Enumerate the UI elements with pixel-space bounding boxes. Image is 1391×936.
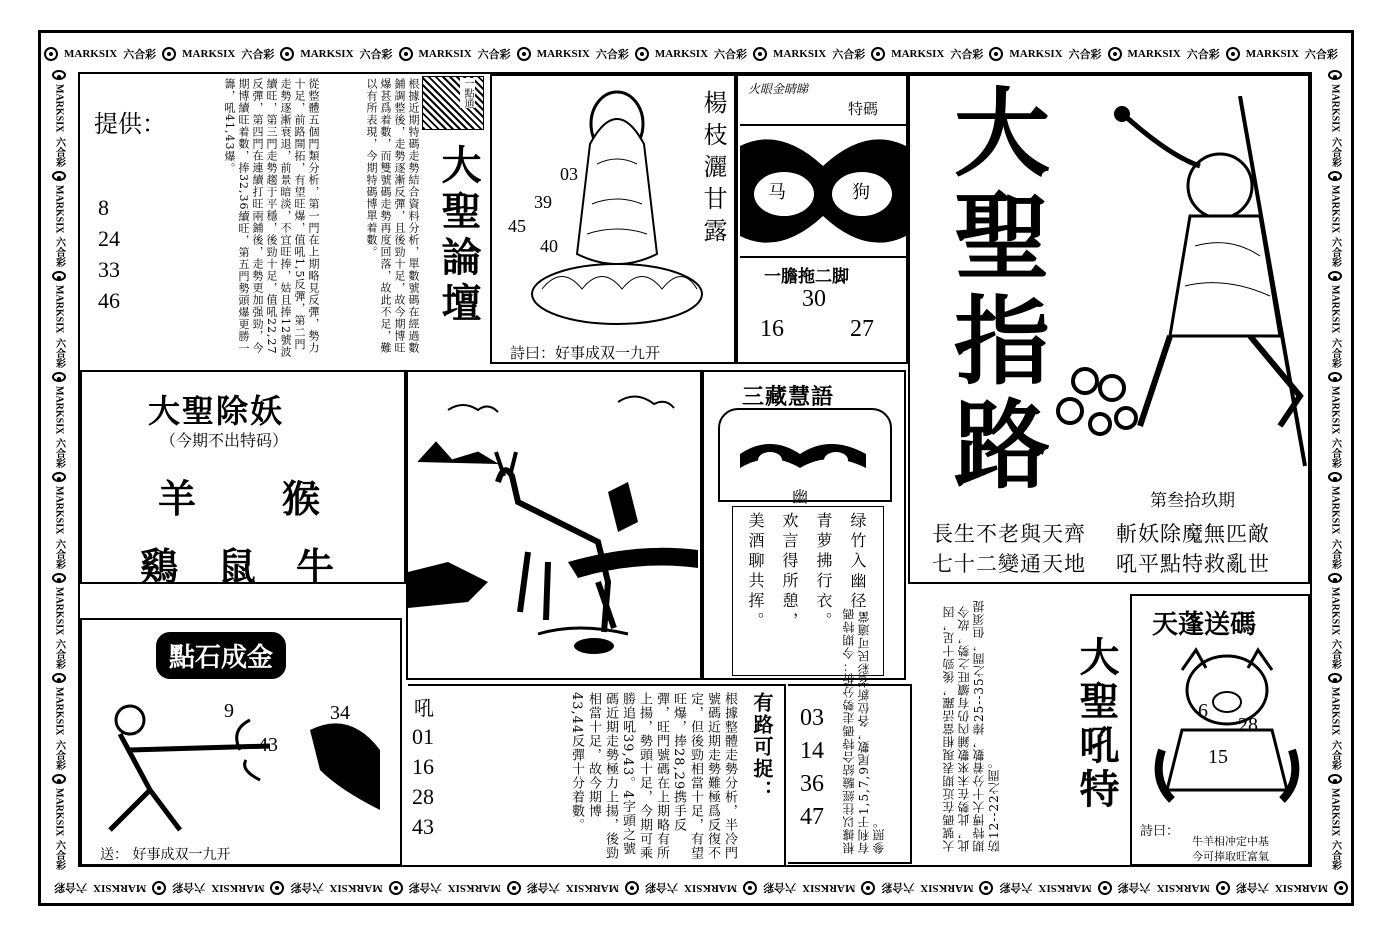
brand-en: MARKSIX [53, 787, 65, 836]
brand-cn: 六合彩 [408, 881, 442, 893]
flower-icon [162, 47, 176, 61]
brand-en: MARKSIX [1245, 48, 1299, 60]
brand-cn: 六合彩 [53, 237, 65, 267]
flower-icon [1334, 881, 1348, 895]
brand-cn: 六合彩 [53, 840, 65, 870]
brand-en: MARKSIX [1274, 882, 1328, 894]
houte-paragraph: 根據以往經驗結合特碼走勢分析：今期特碼有利于1,5,7,9尾數，各位新老彩民可適當參照。 [842, 607, 886, 854]
brand-en: MARKSIX [53, 586, 65, 635]
dianshi-number: 16 [356, 740, 376, 762]
tianpeng-poem-label: 詩曰： [1140, 824, 1180, 839]
houte-title: 大聖吼特 [1073, 636, 1119, 812]
luntan-title: 大聖論壇 [435, 144, 481, 328]
brand-cn: 六合彩 [526, 881, 560, 893]
brand-cn: 六合彩 [950, 49, 984, 61]
tifeng-label: 提供： [94, 110, 166, 138]
flower-icon [52, 573, 66, 583]
main-title-char: 指 [954, 286, 1050, 398]
brand-cn: 六合彩 [1304, 49, 1338, 61]
sanzang-title: 三藏慧語 [742, 384, 835, 410]
guanyin-number: 03 [560, 164, 578, 184]
brand-en: MARKSIX [418, 48, 472, 60]
flower-icon [1328, 573, 1342, 583]
brand-en: MARKSIX [1329, 184, 1341, 233]
chuyao-zodiac: 鷄 [140, 545, 179, 589]
flower-icon [753, 47, 767, 61]
guanyin-title: 楊枝灑甘露 [699, 90, 727, 250]
sanzang-badge: 幽 [792, 487, 809, 506]
brand-en: MARKSIX [683, 882, 738, 894]
brand-en: MARKSIX [53, 184, 65, 233]
hou-number: 01 [412, 724, 434, 749]
flower-icon [52, 271, 66, 281]
brand-cn: 六合彩 [477, 49, 511, 61]
chuyao-title: 大聖除妖 [148, 392, 285, 430]
flower-icon [270, 881, 284, 895]
flower-icon [399, 47, 413, 61]
huoyan-zodiac-right: 狗 [852, 182, 870, 203]
main-title-panel [908, 74, 1310, 584]
brand-cn: 六合彩 [53, 337, 65, 368]
brand-cn: 六合彩 [53, 538, 65, 569]
brand-en: MARKSIX [53, 687, 65, 736]
chuyao-panel [80, 370, 406, 589]
chuyao-subtitle: （今期不出特码） [160, 431, 289, 450]
brand-cn: 六合彩 [1329, 337, 1341, 368]
brand-en: MARKSIX [1009, 48, 1063, 60]
tianpeng-poem-line: 今可捧取旺富氣 [1192, 850, 1269, 863]
houte-number: 03 [800, 705, 824, 731]
huoyan-number-top: 30 [802, 286, 826, 312]
brand-cn: 六合彩 [53, 739, 65, 770]
flower-icon [989, 47, 1003, 61]
flower-icon [1216, 881, 1230, 895]
border-bottom [44, 868, 1348, 908]
brand-cn: 六合彩 [123, 49, 157, 61]
brand-en: MARKSIX [53, 486, 65, 535]
border-top [44, 34, 1348, 74]
flower-icon [52, 472, 66, 482]
hou-number: 16 [412, 754, 434, 779]
brand-en: MARKSIX [565, 882, 619, 894]
flower-icon [52, 171, 66, 181]
dianshi-footer: 送： 好事成双一九开 [100, 847, 231, 863]
brand-en: MARKSIX [1329, 385, 1341, 434]
youlu-paragraph: 根據整體走勢分析，半冷門號碼近期走勢難極爲反復不定，但後勁相當十足，有望旺爆，捧28,29携手反彈，旺門號碼在上期略有所上揚，勢頭十足，今期可乘勝追吼39,43。4字頭之號碼近期走勢極力上揚，後勁相當十足，故今期博43,44反彈十分着數。 [569, 692, 737, 860]
brand-cn: 六合彩 [172, 881, 206, 893]
flower-icon [52, 673, 66, 683]
brand-en: MARKSIX [1156, 882, 1210, 894]
brand-en: MARKSIX [93, 882, 147, 894]
brand-cn: 六合彩 [1329, 438, 1341, 468]
brand-en: MARKSIX [329, 882, 383, 894]
flower-icon [44, 47, 58, 61]
brand-cn: 六合彩 [1235, 881, 1269, 893]
brand-cn: 六合彩 [714, 49, 748, 61]
brand-en: MARKSIX [53, 385, 65, 434]
youlu-title: 有路可捉： [750, 692, 774, 802]
hou-number: 28 [412, 784, 434, 809]
couplet: 斬妖除魔無匹敵 [1116, 522, 1270, 546]
flower-icon [152, 881, 166, 895]
tifeng-numbers [98, 192, 120, 316]
brand-cn: 六合彩 [1117, 881, 1151, 893]
monkey-king-illustration [1110, 96, 1310, 476]
houte-number: 47 [800, 804, 824, 830]
flower-icon [517, 47, 531, 61]
brand-cn: 六合彩 [241, 49, 275, 61]
brand-en: MARKSIX [182, 48, 236, 60]
chuyao-zodiac: 羊 [158, 477, 197, 521]
brand-cn: 六合彩 [1329, 136, 1341, 167]
brand-cn: 六合彩 [53, 639, 65, 669]
flower-icon [280, 47, 294, 61]
flower-icon [635, 47, 649, 61]
flower-icon [743, 881, 757, 895]
hou-numbers [412, 722, 434, 842]
luntan-paragraph-2: 從整體五個門類分析，第一門在上期略見反彈，勢力十足，前路開拓，有望旺爆，值吼1,5反彈，第二門走勢逐漸衰退，前景暗淡，不宜旺捧，姑且捧12號波續旺，第三門走勢趨于平穩，後勁十足，值吼22,27反彈，第四門在連續打旺兩鋪後，走勢更加强勁，今期博續旺着數，捧32,36續旺，第五門勢頭爆更勝一籌，吼41,43爆。 [223, 78, 320, 358]
tifeng-number: 24 [98, 226, 120, 251]
flower-icon [52, 372, 66, 382]
brand-en: MARKSIX [891, 48, 945, 60]
brand-cn: 六合彩 [999, 881, 1033, 893]
houte-numbers [800, 702, 824, 834]
sanzang-poem-line: 绿竹入幽径， [848, 512, 867, 632]
flower-icon [1328, 171, 1342, 181]
tifeng-number: 46 [98, 288, 120, 313]
flower-icon [1328, 372, 1342, 382]
deer-landscape-illustration [408, 372, 700, 678]
luntan-badge-text: 一點通 [462, 78, 473, 108]
huoyan-panel [736, 74, 908, 364]
houte-panel [786, 584, 1130, 866]
brand-cn: 六合彩 [1068, 49, 1102, 61]
dianshi-panel [80, 618, 402, 866]
flower-icon [52, 774, 66, 784]
brand-en: MARKSIX [1329, 586, 1341, 635]
eyes-mask-illustration [740, 126, 906, 256]
brand-cn: 六合彩 [1329, 639, 1341, 669]
deer-panel [406, 370, 702, 680]
flower-icon [1328, 472, 1342, 482]
huoyan-caption: 一膽拖二脚 [764, 267, 849, 287]
flower-icon [861, 881, 875, 895]
flower-icon [1328, 673, 1342, 683]
huoyan-header: 火眼金睛睇 [748, 82, 809, 96]
tianpeng-poem [1192, 834, 1269, 864]
tifeng-number: 8 [98, 195, 109, 220]
huoyan-number-left: 16 [760, 316, 784, 342]
huoyan-zodiac-left: 马 [768, 182, 786, 203]
flower-icon [1226, 47, 1240, 61]
houte-number: 36 [800, 771, 824, 797]
dianshi-number: 9 [224, 700, 234, 722]
guanyin-panel [490, 74, 736, 364]
brand-cn: 六合彩 [1329, 538, 1341, 569]
brand-cn: 六合彩 [1329, 237, 1341, 267]
guanyin-number: 45 [508, 216, 526, 236]
brand-cn: 六合彩 [1186, 49, 1220, 61]
guanyin-number: 39 [534, 192, 552, 212]
youlu-panel [456, 684, 786, 866]
brand-cn: 六合彩 [290, 881, 324, 893]
brand-cn: 六合彩 [1329, 739, 1341, 770]
tianpeng-number: 15 [1208, 746, 1228, 768]
brand-en: MARKSIX [1329, 285, 1341, 334]
sanzang-poem-line: 欢言得所憩， [780, 512, 799, 632]
couplet: 吼平點特救亂世 [1116, 552, 1270, 576]
couplet: 七十二變通天地 [932, 552, 1086, 576]
tianpeng-number: 28 [1238, 714, 1258, 736]
luntan-title-panel [414, 74, 490, 364]
brand-cn: 六合彩 [359, 49, 393, 61]
flower-icon [625, 881, 639, 895]
brand-cn: 六合彩 [1329, 840, 1341, 870]
brand-cn: 六合彩 [763, 881, 797, 893]
houte-paragraph-2: 大號碼在近期表現相當活躍，後勁十足，因此，此勢在未來數鋪內仍有續旺之勢，故今期特博大十分着數，捧25--35之間，但須提防12--22之間。 [942, 599, 1001, 852]
couplet: 長生不老與天齊 [932, 522, 1086, 546]
flower-icon [871, 47, 885, 61]
flower-icon [1328, 774, 1342, 784]
flower-icon [507, 881, 521, 895]
brand-en: MARKSIX [1127, 48, 1181, 60]
dianshi-number: 34 [330, 702, 350, 724]
flower-icon [1098, 881, 1112, 895]
luntan-paragraph-1: 根據近期特碼走勢結合資料分析，單數號碼在經過數鋪調整後，走勢逐漸反彈，且後勁十足，故今期博旺爆甚爲着數，而雙號碼走勢再度回落，故此不足，難以有所表現，今期特碼博單着數。 [365, 78, 420, 354]
brand-en: MARKSIX [773, 48, 827, 60]
chuyao-zodiac: 猴 [282, 477, 321, 521]
chuyao-zodiac: 鼠 [218, 545, 257, 589]
hou-label: 吼 [414, 696, 434, 720]
flower-icon [52, 70, 66, 80]
tianpeng-number: 6 [1198, 700, 1208, 722]
period-label: 第叁拾玖期 [1150, 491, 1235, 511]
hou-number: 43 [412, 814, 434, 839]
guanyin-number: 40 [540, 236, 558, 256]
main-title-char: 路 [954, 390, 1050, 502]
flower-icon [1328, 271, 1342, 281]
border-right [1318, 70, 1352, 870]
border-left [42, 70, 76, 870]
tianpeng-title: 天蓬送碼 [1152, 610, 1257, 640]
brand-en: MARKSIX [53, 84, 65, 133]
chuyao-zodiac: 牛 [296, 545, 335, 589]
sanzang-poem-line: 美酒聊共挥。 [746, 512, 765, 632]
houte-number: 14 [800, 738, 824, 764]
brand-cn: 六合彩 [53, 438, 65, 468]
huoyan-subheader: 特碼 [848, 100, 879, 118]
huoyan-number-right: 27 [850, 316, 874, 342]
brand-en: MARKSIX [64, 48, 118, 60]
brand-en: MARKSIX [1329, 787, 1341, 836]
brand-en: MARKSIX [1329, 84, 1341, 133]
brand-en: MARKSIX [1038, 882, 1092, 894]
flower-icon [1108, 47, 1122, 61]
brand-cn: 六合彩 [881, 881, 915, 893]
brand-en: MARKSIX [654, 48, 709, 60]
dianshi-title: 點石成金 [156, 632, 286, 679]
brand-en: MARKSIX [536, 48, 590, 60]
brand-cn: 六合彩 [644, 881, 678, 893]
brand-en: MARKSIX [920, 882, 974, 894]
brand-en: MARKSIX [53, 285, 65, 334]
dianshi-number: 43 [258, 734, 278, 756]
flower-icon [389, 881, 403, 895]
tifeng-number: 33 [98, 257, 120, 282]
main-title-char: 大 [954, 78, 1050, 190]
brand-en: MARKSIX [1329, 486, 1341, 535]
huoyan-mask [740, 124, 906, 258]
brand-cn: 六合彩 [832, 49, 866, 61]
brand-en: MARKSIX [211, 882, 265, 894]
main-title-column [954, 78, 1050, 502]
flower-icon [1328, 70, 1342, 80]
brand-en: MARKSIX [447, 882, 501, 894]
tianpeng-poem-line: 牛羊相冲定中基 [1192, 835, 1269, 848]
guanyin-poem: 詩曰：好事成双一九开 [510, 344, 661, 362]
brand-cn: 六合彩 [595, 49, 629, 61]
pigsy-illustration [1152, 640, 1302, 810]
sanzang-poem-line: 青萝拂行衣。 [814, 512, 833, 632]
brand-cn: 六合彩 [54, 881, 88, 893]
brand-en: MARKSIX [1329, 687, 1341, 736]
brand-en: MARKSIX [802, 882, 856, 894]
brand-en: MARKSIX [300, 48, 354, 60]
flower-icon [979, 881, 993, 895]
hou-panel [408, 684, 456, 866]
tianpeng-panel [1130, 594, 1310, 866]
main-title-char: 聖 [954, 182, 1050, 294]
brand-cn: 六合彩 [53, 136, 65, 167]
